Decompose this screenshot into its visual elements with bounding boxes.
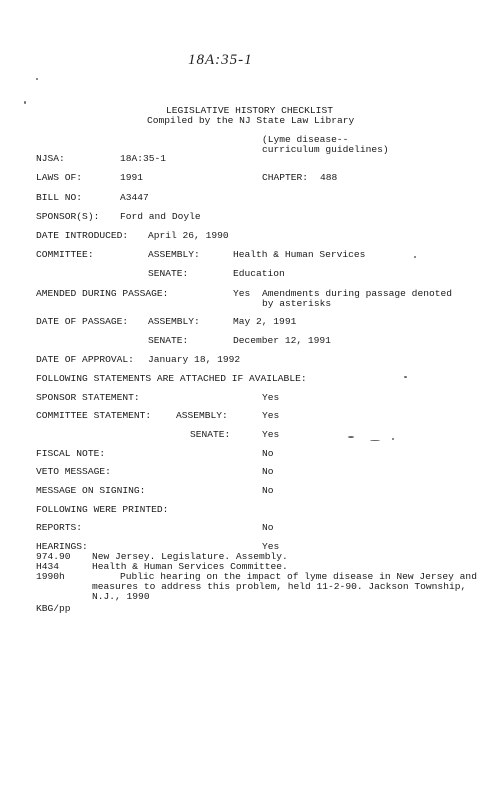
- subject-line-2: curriculum guidelines): [262, 144, 389, 155]
- amended-note-line-1: Amendments during passage denoted: [262, 288, 452, 299]
- approval-label: DATE OF APPROVAL:: [36, 354, 134, 365]
- hearing-line-1: New Jersey. Legislature. Assembly.: [92, 551, 288, 562]
- document-title: LEGISLATIVE HISTORY CHECKLIST: [166, 105, 333, 116]
- scan-speck: [370, 440, 380, 441]
- fiscal-note-value: No: [262, 448, 274, 459]
- approval-value: January 18, 1992: [148, 354, 241, 365]
- fiscal-note-label: FISCAL NOTE:: [36, 448, 106, 459]
- sponsor-statement-value: Yes: [262, 392, 280, 403]
- scan-speck: [414, 256, 416, 258]
- scan-speck: [348, 436, 354, 438]
- reports-label: REPORTS:: [36, 522, 83, 533]
- call-number-2: H434: [36, 561, 60, 572]
- subject-line-1: (Lyme disease--: [262, 134, 349, 145]
- passage-senate-label: SENATE:: [148, 335, 189, 346]
- sponsor-value: Ford and Doyle: [120, 211, 201, 222]
- scan-speck: [392, 438, 394, 440]
- handwritten-reference: 18A:35-1: [188, 52, 253, 68]
- sponsor-statement-label: SPONSOR STATEMENT:: [36, 392, 140, 403]
- message-on-signing-value: No: [262, 485, 274, 496]
- sponsor-label: SPONSOR(S):: [36, 211, 100, 222]
- date-introduced-value: April 26, 1990: [148, 230, 229, 241]
- passage-assembly-label: ASSEMBLY:: [148, 316, 200, 327]
- passage-assembly-value: May 2, 1991: [233, 316, 297, 327]
- reports-value: No: [262, 522, 274, 533]
- amended-label: AMENDED DURING PASSAGE:: [36, 288, 169, 299]
- committee-senate-label: SENATE:: [148, 268, 189, 279]
- njsa-label: NJSA:: [36, 153, 65, 164]
- committee-senate-value: Education: [233, 268, 285, 279]
- committee-assembly-value: Health & Human Services: [233, 249, 366, 260]
- bill-label: BILL NO:: [36, 192, 83, 203]
- committee-statement-assembly-value: Yes: [262, 410, 280, 421]
- committee-label: COMMITTEE:: [36, 249, 94, 260]
- committee-statement-senate-label: SENATE:: [190, 429, 231, 440]
- scan-speck: [404, 376, 407, 378]
- bill-value: A3447: [120, 192, 149, 203]
- hearing-line-3: Public hearing on the impact of lyme disease in New Jersey and: [120, 571, 477, 582]
- document-subtitle: Compiled by the NJ State Law Library: [147, 115, 355, 126]
- initials: KBG/pp: [36, 603, 71, 614]
- njsa-value: 18A:35-1: [120, 153, 167, 164]
- passage-senate-value: December 12, 1991: [233, 335, 331, 346]
- hearings-value: Yes: [262, 541, 280, 552]
- laws-label: LAWS OF:: [36, 172, 83, 183]
- committee-statement-assembly-label: ASSEMBLY:: [176, 410, 228, 421]
- veto-message-value: No: [262, 466, 274, 477]
- veto-message-label: VETO MESSAGE:: [36, 466, 111, 477]
- amended-value: Yes: [233, 288, 251, 299]
- amended-note-line-2: by asterisks: [262, 298, 332, 309]
- message-on-signing-label: MESSAGE ON SIGNING:: [36, 485, 146, 496]
- chapter-label: CHAPTER:: [262, 172, 309, 183]
- call-number-1: 974.90: [36, 551, 71, 562]
- statements-attached-heading: FOLLOWING STATEMENTS ARE ATTACHED IF AVAILABLE:: [36, 373, 307, 384]
- scan-speck: [24, 101, 26, 104]
- hearings-label: HEARINGS:: [36, 541, 88, 552]
- committee-statement-label: COMMITTEE STATEMENT:: [36, 410, 152, 421]
- date-introduced-label: DATE INTRODUCED:: [36, 230, 129, 241]
- committee-assembly-label: ASSEMBLY:: [148, 249, 200, 260]
- hearing-line-4: measures to address this problem, held 11-2-90. Jackson Township,: [92, 581, 467, 592]
- committee-statement-senate-value: Yes: [262, 429, 280, 440]
- hearing-line-5: N.J., 1990: [92, 591, 150, 602]
- scan-speck: [36, 78, 38, 80]
- hearing-line-2: Health & Human Services Committee.: [92, 561, 288, 572]
- passage-label: DATE OF PASSAGE:: [36, 316, 129, 327]
- laws-value: 1991: [120, 172, 144, 183]
- printed-heading: FOLLOWING WERE PRINTED:: [36, 504, 169, 515]
- chapter-value: 488: [320, 172, 338, 183]
- call-number-3: 1990h: [36, 571, 65, 582]
